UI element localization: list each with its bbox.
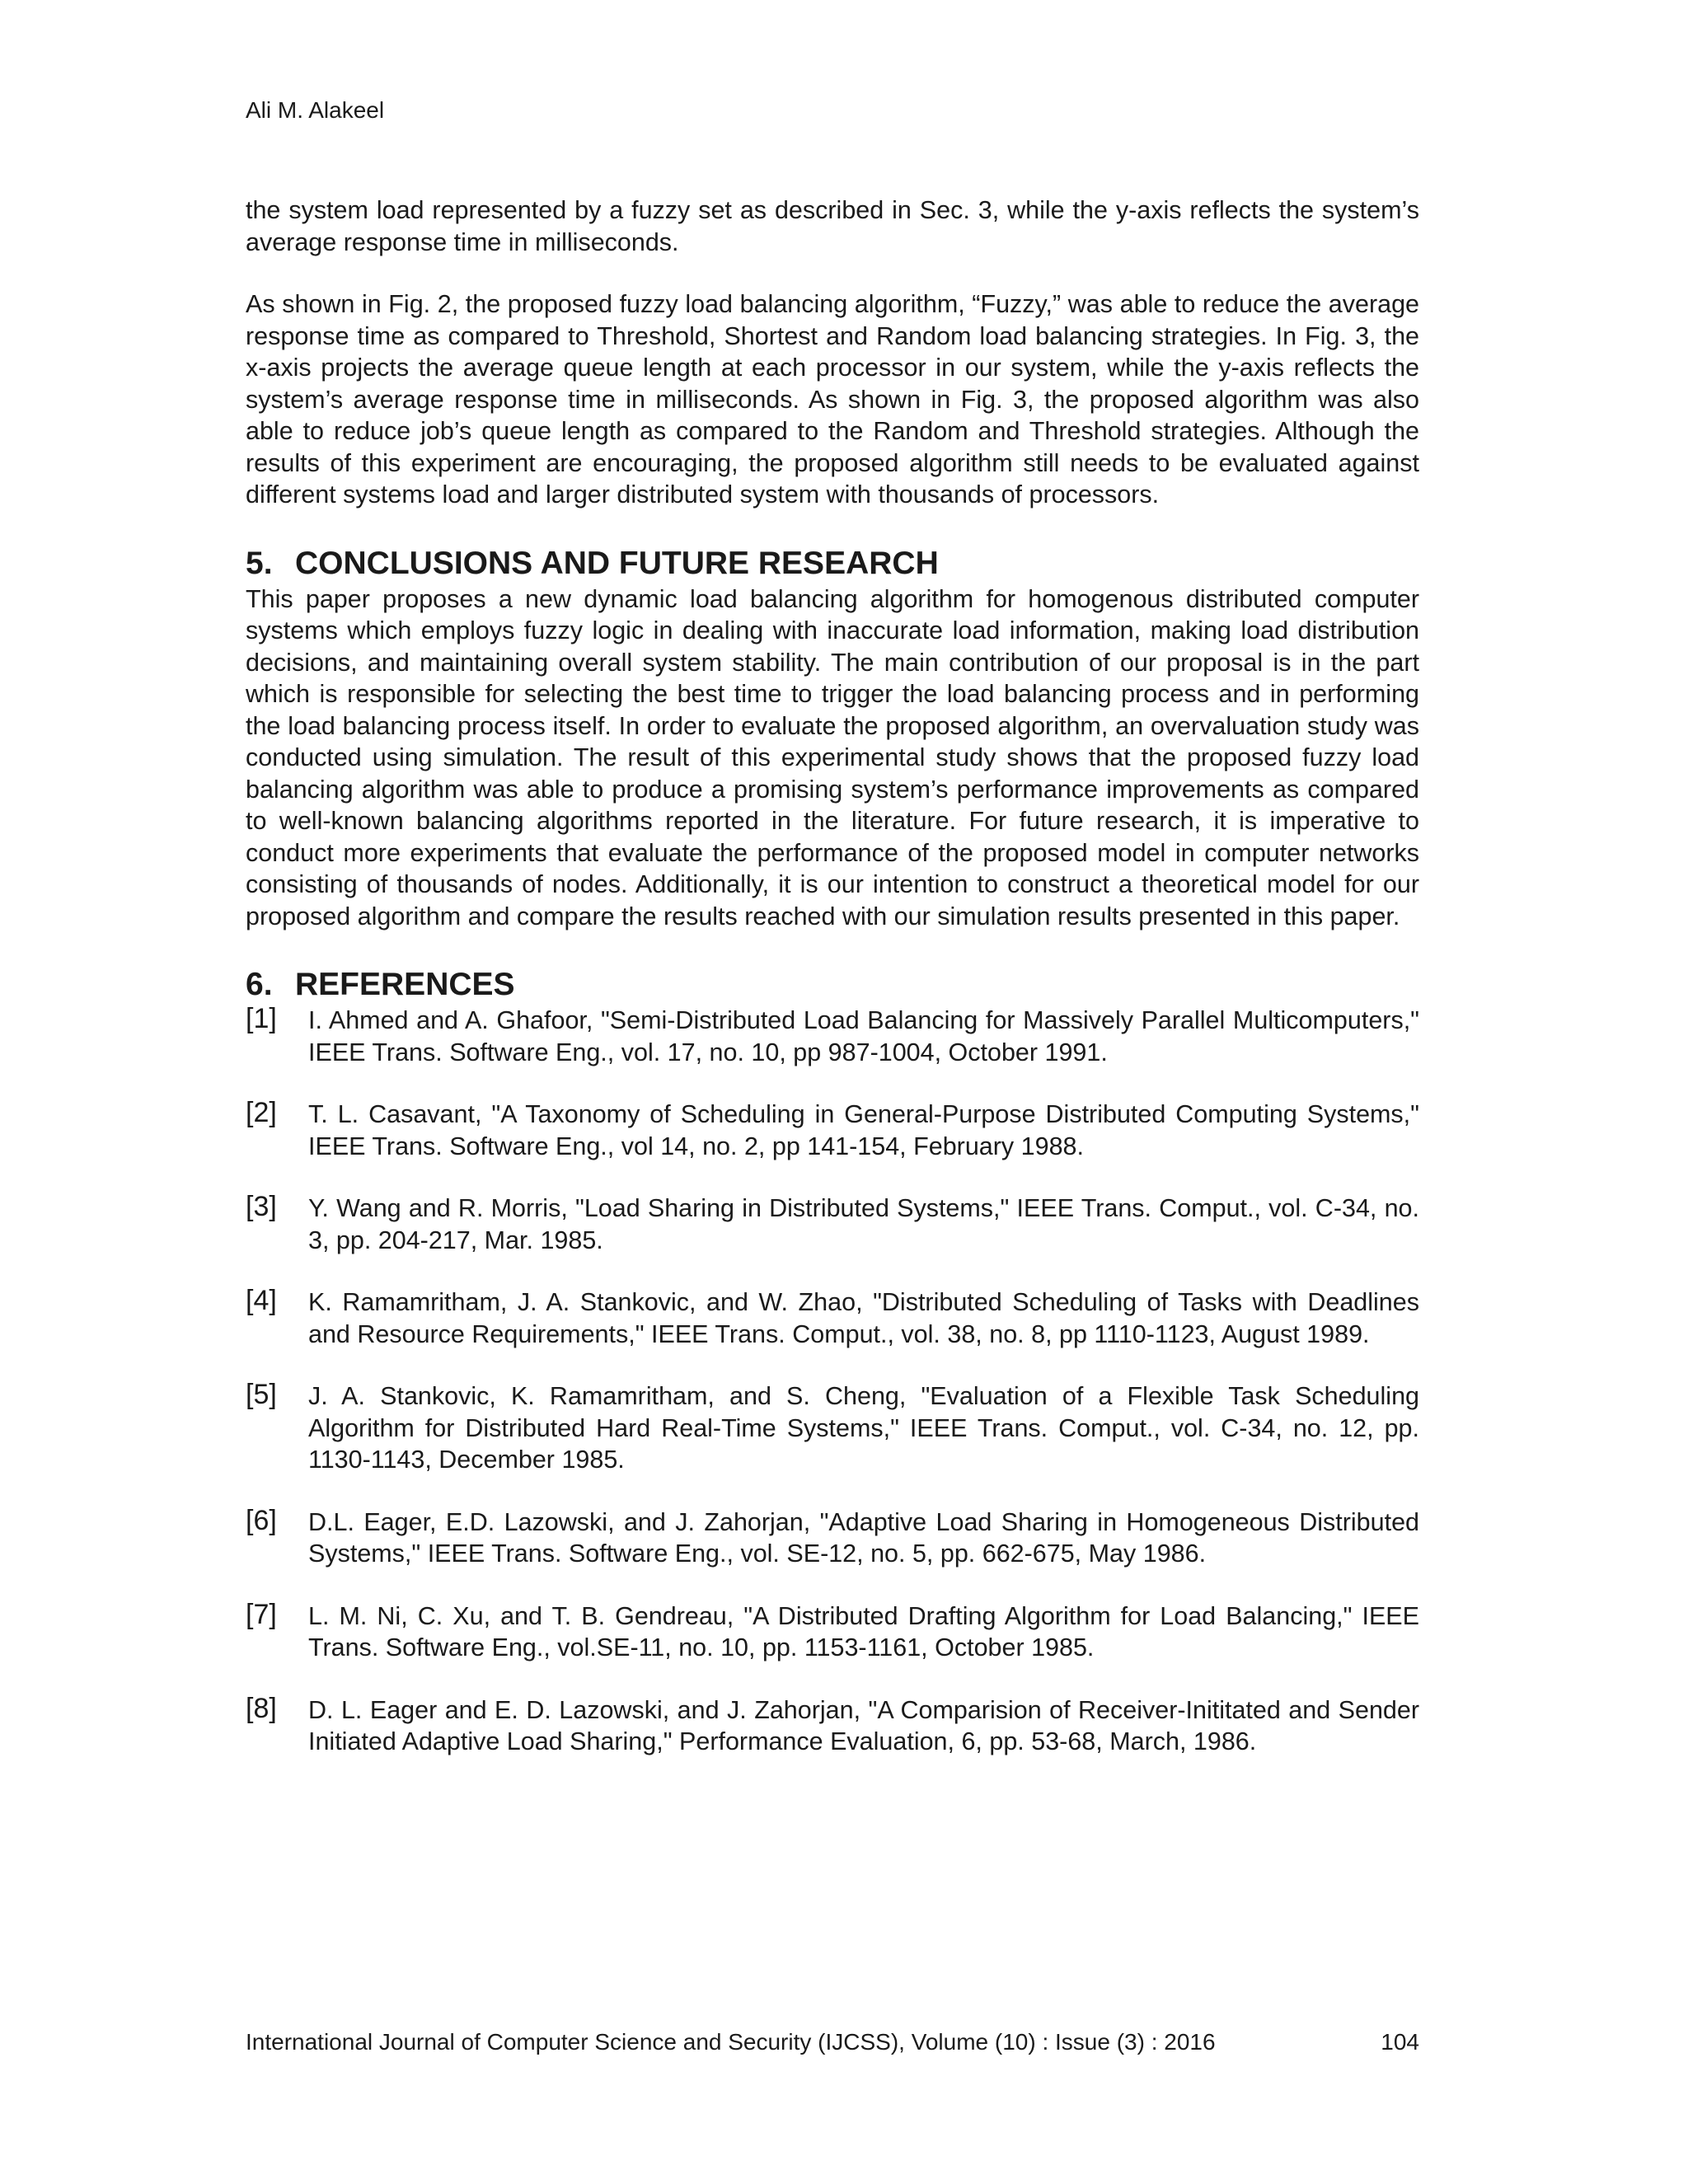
reference-item [246, 1504, 1419, 1570]
section-title: REFERENCES [295, 967, 515, 1002]
body-paragraph-1: the system load represented by a fuzzy set as described in Sec. 3, while the y-axis reflects the system’s average response time in milliseconds. [246, 196, 1419, 256]
reference-label: [6] [246, 1504, 277, 1536]
reference-label: [8] [246, 1692, 277, 1724]
reference-item [246, 1286, 1419, 1350]
reference-item [246, 1694, 1419, 1758]
reference-text: L. M. Ni, C. Xu, and T. B. Gendreau, "A Distributed Drafting Algorithm for Load Balancing," IEEE Trans. Software Eng., vol.SE-11, no. 10, pp. 1153-1161, October 1985. [308, 1601, 1419, 1661]
reference-item [246, 1005, 1419, 1068]
reference-text: D. L. Eager and E. D. Lazowski, and J. Zahorjan, "A Comparision of Receiver-Inititated and Sender Initiated Adaptive Load Sharing," Performance Evaluation, 6, pp. 53-68, March, 1986. [308, 1695, 1419, 1755]
reference-text: I. Ahmed and A. Ghafoor, "Semi-Distributed Load Balancing for Massively Parallel Multicomputers," IEEE Trans. Software Eng., vol. 17, no. 10, pp 987-1004, October 1991. [308, 1006, 1419, 1066]
reference-text: Y. Wang and R. Morris, "Load Sharing in Distributed Systems," IEEE Trans. Comput., vol. C-34, no. 3, pp. 204-217, Mar. 1985. [308, 1194, 1419, 1254]
reference-label: [7] [246, 1598, 277, 1630]
conclusions-paragraph: This paper proposes a new dynamic load balancing algorithm for homogenous distributed computer systems which employs fuzzy logic in dealing with inaccurate load information, making load distribution decisions, and maintaining overall system stability. The main contribution of our proposal is in the part which is responsible for selecting the best time to trigger the load balancing process and in performing the load balancing process itself. In order to evaluate the proposed algorithm, an overvaluation study was conducted using simulation. The result of this experimental study shows that the proposed fuzzy load balancing algorithm was able to produce a promising system’s performance improvements as compared to well-known balancing algorithms reported in the literature. For future research, it is imperative to conduct more experiments that evaluate the performance of the proposed model in computer networks consisting of thousands of nodes. Additionally, it is our intention to construct a theoretical model for our proposed algorithm and compare the results reached with our simulation results presented in this paper. [246, 584, 1419, 930]
reference-text: D.L. Eager, E.D. Lazowski, and J. Zahorjan, "Adaptive Load Sharing in Homogeneous Distributed Systems," IEEE Trans. Software Eng., vol. SE-12, no. 5, pp. 662-675, May 1986. [308, 1507, 1419, 1568]
reference-label: [1] [246, 1003, 277, 1034]
reference-item [246, 1193, 1419, 1256]
reference-text: J. A. Stankovic, K. Ramamritham, and S. Cheng, "Evaluation of a Flexible Task Scheduling Algorithm for Distributed Hard Real-Time Systems," IEEE Trans. Comput., vol. C-34, no. 12, pp. 1130-1143, December 1985. [308, 1382, 1419, 1474]
footer-journal-citation: International Journal of Computer Science and Security (IJCSS), Volume (10) : Issue (3) : 2016 [246, 2029, 1216, 2055]
reference-text: K. Ramamritham, J. A. Stankovic, and W. Zhao, "Distributed Scheduling of Tasks with Deadlines and Resource Requirements," IEEE Trans. Comput., vol. 38, no. 8, pp 1110-1123, August 1989. [308, 1288, 1419, 1348]
running-head-author: Ali M. Alakeel [246, 97, 385, 123]
section-number: 5. [246, 545, 273, 581]
reference-label: [2] [246, 1097, 277, 1128]
section-heading-references [246, 965, 1419, 1005]
reference-text: T. L. Casavant, "A Taxonomy of Scheduling in General-Purpose Distributed Computing Systems," IEEE Trans. Software Eng., vol 14, no. 2, pp 141-154, February 1988. [308, 1100, 1419, 1160]
reference-label: [5] [246, 1379, 277, 1410]
reference-item [246, 1099, 1419, 1162]
reference-label: [4] [246, 1285, 277, 1316]
reference-item [246, 1598, 1419, 1664]
section-title: CONCLUSIONS AND FUTURE RESEARCH [295, 545, 939, 581]
reference-label: [3] [246, 1191, 277, 1222]
reference-list [246, 1005, 1419, 1758]
page-number: 104 [1381, 2029, 1419, 2055]
section-number: 6. [246, 967, 273, 1002]
reference-item [246, 1380, 1419, 1476]
body-paragraph-2: As shown in Fig. 2, the proposed fuzzy load balancing algorithm, “Fuzzy,” was able to reduce the average response time as compared to Threshold, Shortest and Random load balancing strategies. In Fig. 3, the x-axis projects the average queue length at each processor in our system, while the y-axis reflects the system’s average response time in milliseconds. As shown in Fig. 3, the proposed algorithm was also able to reduce job’s queue length as compared to the Random and Threshold strategies. Although the results of this experiment are encouraging, the proposed algorithm still needs to be evaluated against different systems load and larger distributed system with thousands of processors. [246, 290, 1419, 509]
main-content [246, 194, 1419, 1758]
section-heading-conclusions [246, 544, 1419, 583]
